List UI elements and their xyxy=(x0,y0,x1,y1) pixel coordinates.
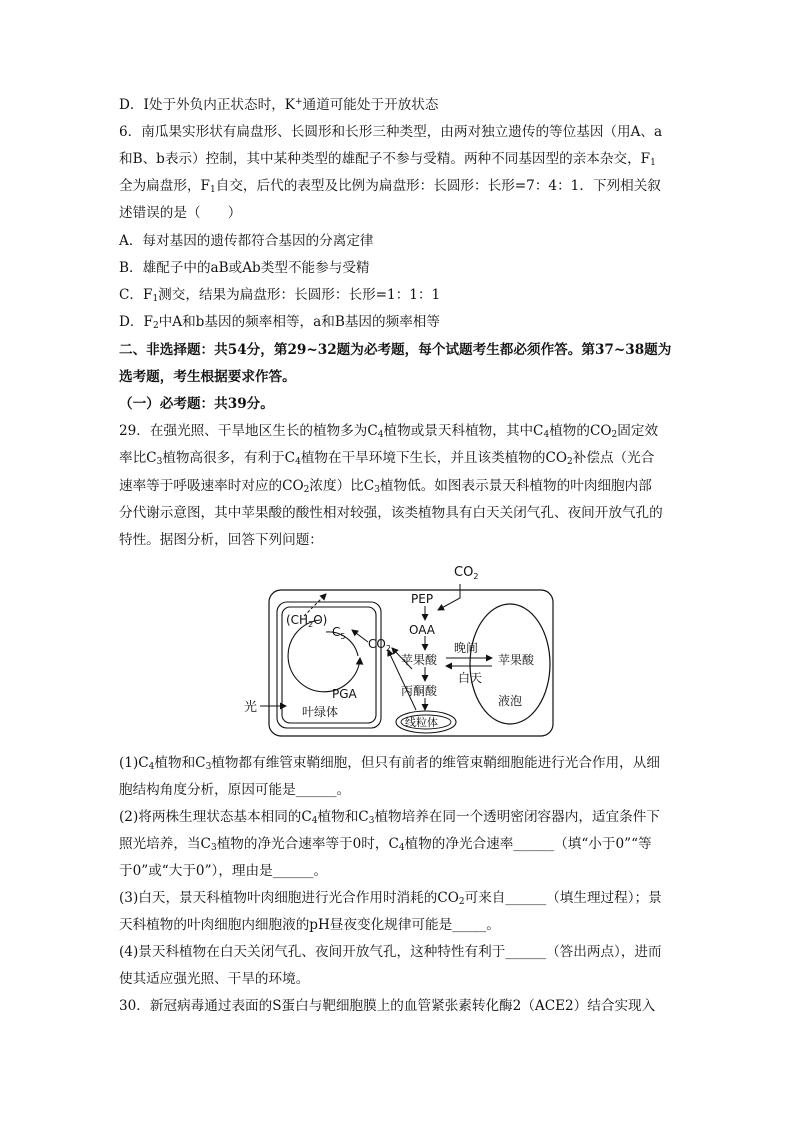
q29-part2-line-1: (2)将两株生理状态基本相同的$C_4$植物和$C_3$植物培养在同一个透明密闭容器内，适宜条件下 xyxy=(119,809,660,826)
co2-to-c5-arrow xyxy=(352,630,368,642)
label-mitochondrion: 线粒体 xyxy=(405,716,438,729)
section-2-heading-line-1: 二、非选择题：共54分，第29~32题为必考题，每个试题考生都必须作答。第37~38题为 xyxy=(119,342,672,358)
q6-stem-line-4: 述错误的是（ ） xyxy=(119,205,242,221)
q29-stem-line-1: 29．在强光照、干旱地区生长的植物多为$C_4$植物或景天科植物，其中$C_4$植物的$CO_2$固定效 xyxy=(119,423,659,440)
q5-option-d: D．I处于外负内正状态时，K+通道可能处于开放状态 xyxy=(119,97,439,113)
label-pyruvic-acid: 丙酮酸 xyxy=(401,684,438,698)
crassulacean-acid-metabolism-diagram xyxy=(240,558,556,738)
q29-stem-line-4: 分代谢示意图，其中苹果酸的酸性相对较强，该类植物具有白天关闭气孔、夜间开放气孔的 xyxy=(119,505,663,521)
q29-part1-line-2: 胞结构角度分析，原因可能是______。 xyxy=(119,782,351,798)
label-day: 白天 xyxy=(458,671,483,685)
q6-option-a: A．每对基因的遗传都符合基因的分离定律 xyxy=(119,233,374,249)
q29-stem-line-5: 特性。据图分析，回答下列问题： xyxy=(119,532,323,548)
label-c5: $C_5$ xyxy=(332,625,346,641)
q6-stem-line-1: 6．南瓜果实形状有扁盘形、长圆形和长形三种类型，由两对独立遗传的等位基因（用A、a xyxy=(119,124,663,140)
q6-option-d: D．$F_2$中A和b基因的频率相等，a和B基因的频率相等 xyxy=(119,314,440,331)
q6-option-b: B．雄配子中的aB或Ab类型不能参与受精 xyxy=(119,260,370,276)
q6-stem-line-2: 和B、b表示）控制，其中某种类型的雄配子不参与受精。两种不同基因型的亲本杂交，$F_1$ xyxy=(119,151,656,168)
label-ch2o: $(CH_2O)$ xyxy=(286,613,328,629)
label-oaa: OAA xyxy=(409,623,435,637)
q29-stem-line-3: 速率等于呼吸速率时对应的$CO_2$浓度）比$C_3$植物低。如图表示景天科植物的叶肉细胞内部 xyxy=(119,478,652,495)
calvin-cycle-arc xyxy=(288,620,360,692)
co2-uptake-arrow xyxy=(438,584,460,610)
q29-part4-line-2: 使其适应强光照、干旱的环境。 xyxy=(119,971,310,987)
q29-part1-line-1: $(1)C_4$植物和$C_3$植物都有维管束鞘细胞，但只有前者的维管束鞘细胞能进行光合作用，从细 xyxy=(119,755,660,772)
q29-part2-line-3: 于0”或“大于0”），理由是______。 xyxy=(119,863,328,879)
label-co2-top: $CO_2$ xyxy=(454,565,479,581)
q29-part4-line-1: (4)景天科植物在白天关闭气孔、夜间开放气孔，这种特性有利于______（答出两点），进而 xyxy=(119,944,662,960)
q29-part3-line-2: 天科植物的叶肉细胞内细胞液的pH昼夜变化规律可能是_____。 xyxy=(119,917,500,933)
label-chloroplast: 叶绿体 xyxy=(302,705,339,719)
section-2-subheading: （一）必考题：共39分。 xyxy=(119,396,274,412)
label-pga: PGA xyxy=(332,687,357,701)
q6-stem-line-3: 全为扁盘形，$F_1$自交，后代的表型及比例为扁盘形：长圆形：长形=7：4：1．下列相关叙 xyxy=(119,178,661,195)
q29-stem-line-2: 率比$C_3$植物高很多，有利于$C_4$植物在干旱环境下生长，并且该类植物的$CO_2$补偿点（光合 xyxy=(119,450,655,467)
label-malic-acid-left: 苹果酸 xyxy=(401,653,438,667)
section-2-heading-line-2: 选考题，考生根据要求作答。 xyxy=(119,369,296,385)
label-light: 光 xyxy=(244,700,258,715)
q30-stem-line-1: 30．新冠病毒通过表面的S蛋白与靶细胞膜上的血管紧张素转化酶2（ACE2）结合实现入 xyxy=(119,998,656,1014)
q29-part2-line-2: 照光培养，当$C_3$植物的净光合速率等于0时，$C_4$植物的净光合速率______（填“小于0”“等 xyxy=(119,836,652,853)
q6-option-c: C．$F_1$测交，结果为扁盘形：长圆形：长形=1：1：1 xyxy=(119,287,441,304)
label-pep: PEP xyxy=(411,592,434,606)
label-co2-chloroplast: $CO_2$ xyxy=(368,637,391,653)
label-malic-acid-right: 苹果酸 xyxy=(498,653,535,667)
q29-part3-line-1: (3)白天，景天科植物叶肉细胞进行光合作用时消耗的$CO_2$可来自______（填生理过程）；景 xyxy=(119,890,662,907)
label-vacuole: 液泡 xyxy=(498,694,523,708)
label-night: 晚间 xyxy=(454,641,479,655)
